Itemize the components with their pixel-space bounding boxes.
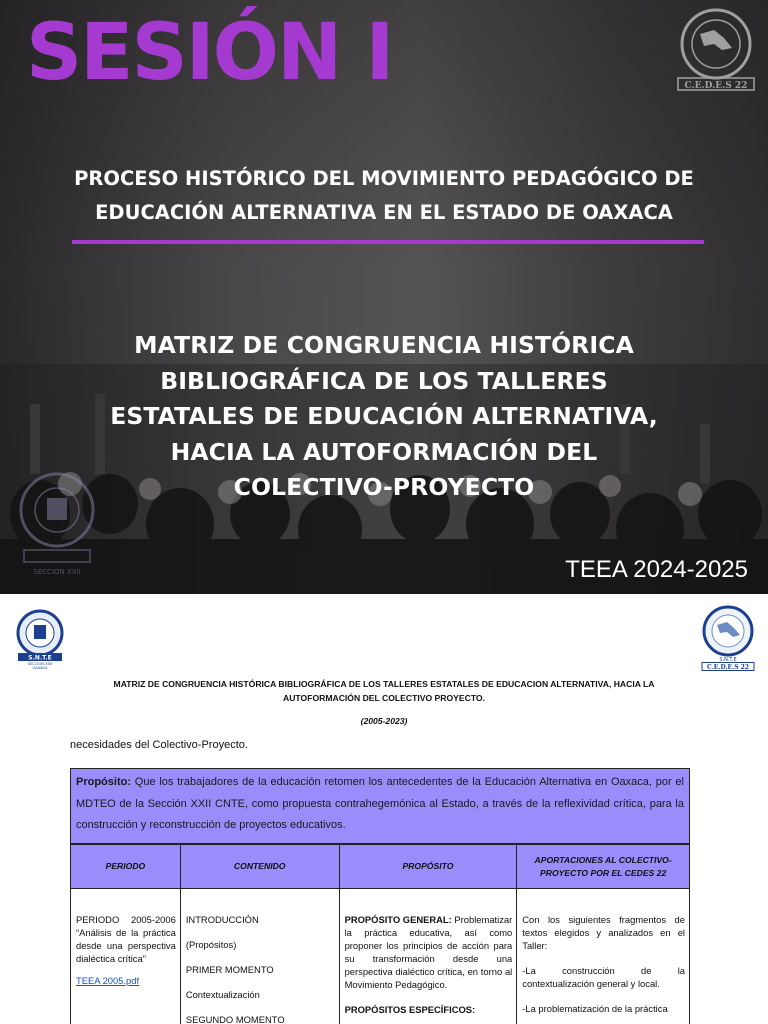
aportacion-item: -La construcción de la contextualización general y local.	[522, 965, 685, 989]
contenido-item: INTRODUCCIÓN	[185, 914, 259, 925]
right-logo-label: S.N.T.E	[719, 657, 737, 663]
header-aportaciones: APORTACIONES AL COLECTIVO-PROYECTO POR EL CEDES 22	[517, 845, 690, 889]
cover-subtitle-line: EDUCACIÓN ALTERNATIVA EN EL ESTADO DE OAXACA	[95, 201, 673, 224]
document-page	[0, 594, 768, 1024]
aportacion-item: -La problematización de la práctica	[522, 1003, 668, 1014]
cell-contenido	[180, 889, 339, 1024]
right-logo-sub: C.E.D.E.S 22	[707, 664, 749, 671]
cover-matrix-line: COLECTIVO-PROYECTO	[233, 473, 535, 501]
periodo-text: PERIODO 2005-2006 “Análisis de la práctica desde una perspectiva dialéctica crítica”	[76, 914, 176, 964]
session-title: SESIÓN I	[26, 8, 393, 98]
cover-matrix-line: MATRIZ DE CONGRUENCIA HISTÓRICA	[134, 331, 634, 359]
document-years: (2005-2023)	[360, 716, 408, 726]
cover-subtitle-line: PROCESO HISTÓRICO DEL MOVIMIENTO PEDAGÓGICO DE	[74, 167, 694, 190]
cover-subtitle	[40, 162, 728, 230]
cover-matrix-line: ESTATALES DE EDUCACIÓN ALTERNATIVA,	[110, 402, 658, 430]
purpose-label: Propósito:	[76, 776, 131, 788]
cell-periodo	[71, 889, 181, 1024]
header-contenido: CONTENIDO	[180, 845, 339, 889]
heading-line: MATRIZ DE CONGRUENCIA HISTÓRICA BIBLIOGRÁFICA DE LOS TALLERES ESTATALES DE EDUCACION ALTERNATIVA, HACIA LA	[113, 679, 655, 689]
cover-matrix-line: BIBLIOGRÁFICA DE LOS TALLERES	[160, 366, 608, 395]
contenido-item: (Propósitos)	[185, 939, 237, 950]
intro-text: necesidades del Colectivo-Proyecto.	[70, 739, 248, 751]
proposito-general-text: Problematizar la práctica educativa, así como proponer los principios de acción para su transformación desde una perspectiva dialéctico crítica, en torno al Movimiento Pedagógico.	[344, 914, 513, 990]
left-logo-label: S.N.T.E	[28, 654, 52, 662]
purpose-text: Que los trabajadores de la educación retomen los antecedentes de la Educación Alternativa en Oaxaca, por el MDTEO de la Sección XXII CNTE, como propuesta contrahegemónica al Estado, a través de la reflexividad crítica, para la construcción y reconstrucción de proyectos educativos.	[76, 776, 684, 831]
header-periodo: PERIODO	[71, 845, 181, 889]
cover-logo-label: C.E.D.E.S 22	[684, 81, 748, 91]
congruence-matrix-table	[70, 844, 690, 1024]
contenido-item: Contextualización	[185, 989, 260, 1000]
cover-seal-label: SECCION XXII	[33, 568, 81, 576]
cover-matrix-title	[40, 328, 728, 506]
left-logo-sub2: OAXACA	[32, 666, 48, 669]
contenido-item: PRIMER MOMENTO	[185, 964, 274, 975]
purpose-box	[70, 768, 690, 844]
cover-matrix-line: HACIA LA AUTOFORMACIÓN DEL	[170, 437, 598, 466]
propositos-especificos-label: PROPÓSITOS ESPECÍFICOS:	[344, 1004, 476, 1015]
periodo-pdf-link[interactable]: TEEA 2005.pdf	[76, 975, 140, 986]
snte-logo-icon	[14, 609, 66, 669]
cedes-logo-icon	[698, 605, 758, 671]
heading-line: AUTOFORMACIÓN DEL COLECTIVO PROYECTO.	[283, 693, 485, 703]
cedes-logo-icon	[670, 4, 762, 96]
left-logo-sub: SECCION XXII	[27, 662, 53, 666]
snte-seal-icon	[14, 470, 100, 580]
contenido-item: SEGUNDO MOMENTO	[185, 1014, 285, 1024]
proposito-general	[345, 913, 513, 991]
aportacion-item: Con los siguientes fragmentos de textos elegidos y analizados en el Taller:	[522, 914, 685, 951]
cell-proposito	[339, 889, 517, 1024]
divider	[72, 240, 704, 244]
proposito-general-label: PROPÓSITO GENERAL:	[344, 914, 452, 925]
cover-year: TEEA 2024-2025	[565, 556, 748, 583]
header-proposito: PROPÓSITO	[339, 845, 517, 889]
table-header-row	[71, 845, 690, 889]
table-row	[71, 889, 690, 1024]
document-heading	[90, 677, 678, 705]
cell-aportaciones	[517, 889, 690, 1024]
